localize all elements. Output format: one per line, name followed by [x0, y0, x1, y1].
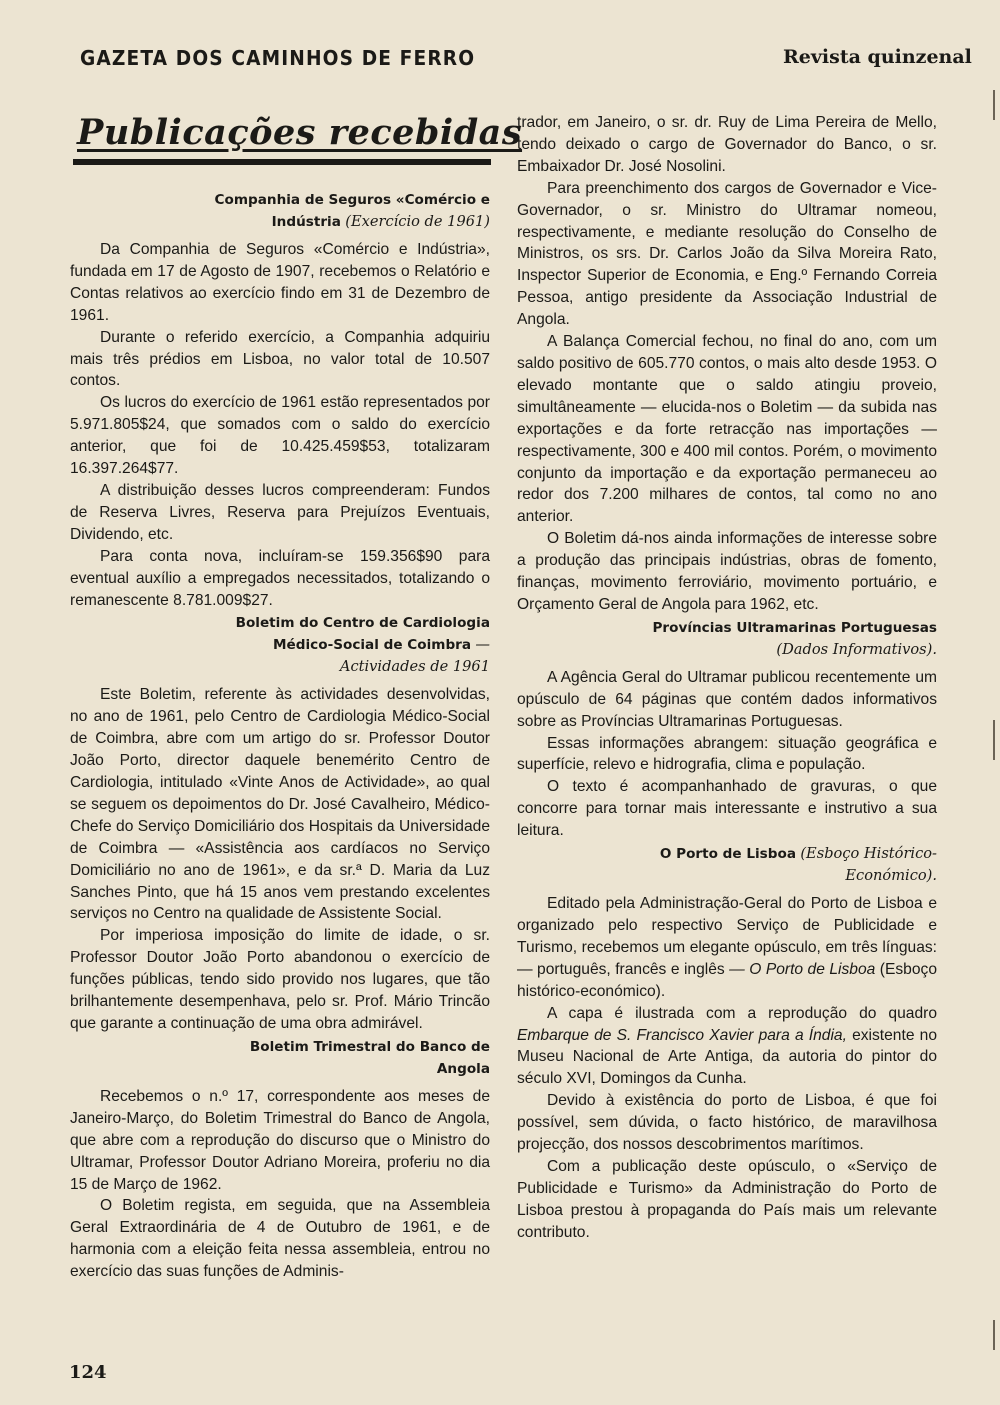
- article-heading: [70, 189, 490, 233]
- article-heading: [517, 843, 937, 887]
- paragraph: Para conta nova, incluíram-se 159.356$90 para eventual auxílio a empregados necessitados, totalizando o remanescente 8.781.009$27.: [70, 547, 490, 609]
- article-subtitle: — Actividades de 1961: [339, 636, 490, 676]
- paragraph: Essas informações abrangem: situação geográfica e superfície, relevo e hidrografia, clima e população.: [517, 734, 937, 774]
- section-title: Publicações recebidas: [77, 112, 523, 153]
- paragraph: Com a publicação deste opúsculo, o «Serviço de Publicidade e Turismo» da Administração do Porto de Lisboa prestou à propaganda do País mais um relevante contributo.: [517, 1157, 937, 1241]
- page-edge-mark: [993, 1320, 995, 1350]
- paragraph: Para preenchimento dos cargos de Governador e Vice-Governador, o sr. Ministro do Ultramar nomeou, respectivamente, e mediante resolução do Conselho de Ministros, os srs. Dr. Carlos João da Silva Moreira Rato, Inspector Superior de Economia, e Eng.º Fernando Correia Pessoa, antigo presidente da Associação Industrial de Angola.: [517, 179, 937, 329]
- article-subtitle: (Esboço Histórico-Económico).: [800, 845, 937, 885]
- article-title: Boletim Trimestral do Banco de Angola: [249, 1038, 490, 1077]
- paragraph: A Agência Geral do Ultramar publicou recentemente um opúsculo de 64 páginas que contém dados informativos sobre as Províncias Ultramarinas Portuguesas.: [517, 668, 937, 730]
- paragraph: A distribuição desses lucros compreenderam: Fundos de Reserva Livres, Reserva para Prejuízos Eventuais, Dividendo, etc.: [70, 481, 490, 543]
- article-subtitle: (Dados Informativos).: [776, 640, 937, 658]
- paragraph: O Boletim regista, em seguida, que na Assembleia Geral Extraordinária de 4 de Outubro de 1961, e de harmonia com a eleição feita nessa assembleia, entrou no exercício das suas funções de Adminis-: [70, 1197, 490, 1281]
- text-run: A capa é ilustrada com a reprodução do quadro: [547, 1004, 937, 1022]
- article-heading: [70, 1036, 490, 1080]
- italic-title: Embarque de S. Francisco Xavier para a Índia,: [517, 1026, 847, 1044]
- paragraph-continuation: trador, em Janeiro, o sr. dr. Ruy de Lima Pereira de Mello, tendo deixado o cargo de Governador do Banco, o sr. Embaixador Dr. José Nosolini.: [517, 114, 937, 175]
- paragraph: Os lucros do exercício de 1961 estão representados por 5.971.805$24, que somados com o saldo do exercício anterior, que foi de 10.425.459$53, totalizaram 16.397.264$77.: [70, 394, 490, 478]
- paragraph: O texto é acompanhanhado de gravuras, o que concorre para tornar mais interessante e instrutivo a sua leitura.: [517, 778, 937, 840]
- page-edge-mark: [993, 720, 995, 760]
- journal-title: GAZETA DOS CAMINHOS DE FERRO: [80, 46, 476, 70]
- article-title: O Porto de Lisboa: [659, 846, 797, 863]
- paragraph: Devido à existência do porto de Lisboa, é que foi possível, sem dúvida, o facto histórico, de maravilhosa projecção, dos nossos descobrimentos marítimos.: [517, 1092, 937, 1154]
- page-edge-mark: [993, 90, 995, 120]
- article-heading: [517, 617, 937, 661]
- right-column: [517, 112, 937, 1244]
- title-rule: [73, 159, 491, 165]
- text-run: Editado pela Administração-Geral do Porto de Lisboa e organizado pelo respectivo Serviço de Publicidade e Turismo, recebemos um elegante opúsculo, em três línguas: — português, francês e inglês: [517, 895, 937, 978]
- article-heading: [70, 612, 490, 678]
- article-subtitle: (Exercício de 1961): [345, 213, 490, 230]
- paragraph: Durante o referido exercício, a Companhia adquiriu mais três prédios em Lisboa, no valor total de 10.507 contos.: [70, 328, 490, 390]
- paragraph: O Boletim dá-nos ainda informações de interesse sobre a produção das principais indústrias, obras de fomento, finanças, movimento ferroviário, movimento portuário, e Orçamento Geral de Angola para 1962, etc.: [517, 530, 937, 613]
- paragraph: Da Companhia de Seguros «Comércio e Indústria», fundada em 17 de Agosto de 1907, recebemos o Relatório e Contas relativos ao exercício findo em 31 de Dezembro de 1961.: [70, 241, 490, 324]
- paragraph: [517, 893, 937, 1003]
- paragraph: Este Boletim, referente às actividades desenvolvidas, no ano de 1961, pelo Centro de Cardiologia Médico-Social de Coimbra, abre com um artigo do sr. Professor Doutor João Porto, director daquele benemérito Centro de Cardiologia, intitulado «Vinte Anos de Actividade», ao qual se seguem os depoimentos do Dr. José Cavalheiro, Médico-Chefe do Serviço Domiciliário dos Hospitais da Universidade de Coimbra — «Assistência aos cardíacos no Serviço Domiciliário no ano de 1961», e da sr.ª D. Maria da Luz Sanches Pinto, que há 15 anos vem prestando excelentes serviços no Centro na qualidade de Assistente Social.: [70, 686, 490, 923]
- italic-title: — O Porto de Lisboa: [729, 960, 876, 978]
- paragraph: Recebemos o n.º 17, correspondente aos meses de Janeiro-Março, do Boletim Trimestral do Banco de Angola, que abre com a reprodução do discurso que o Ministro do Ultramar, Professor Doutor Adriano Moreira, proferiu no dia 15 de Março de 1962.: [70, 1087, 490, 1193]
- article-title: Províncias Ultramarinas Portuguesas: [652, 619, 937, 636]
- page-number: 124: [69, 1362, 107, 1383]
- paragraph: Por imperiosa imposição do limite de idade, o sr. Professor Doutor João Porto abandonou o exercício de funções públicas, tendo sido provido nos lugares, que tão brilhantemente desempenhava, pelo sr. Prof. Mário Trincão que garante a continuação de uma obra admirável.: [70, 927, 490, 1032]
- article-title: Companhia de Seguros «Comércio e Indústria: [214, 192, 490, 230]
- journal-subtitle: Revista quinzenal: [783, 46, 972, 68]
- left-column: [70, 188, 490, 1283]
- paragraph: A Balança Comercial fechou, no final do ano, com um saldo positivo de 605.770 contos, o mais alto desde 1953. O elevado montante que o saldo atingiu proveio, simultâneamente — elucida-nos o Boletim — da subida nas exportações e da forte retracção nas importações — respectivamente, 300 e 400 mil contos. Porém, o movimento conjunto da importação e da exportação permaneceu ao redor dos 7.200 milhares de contos, tal como no ano anterior.: [517, 333, 937, 526]
- article-title: Boletim do Centro de Cardiologia Médico-Social de Coimbra: [235, 615, 490, 654]
- text-run: existente no Museu Nacional de Arte Antiga, da autoria do pintor do século XVI, Domingos da Cunha.: [517, 1026, 937, 1088]
- text-run: (Esboço histórico-económico).: [517, 960, 937, 1000]
- paragraph: [517, 1003, 937, 1091]
